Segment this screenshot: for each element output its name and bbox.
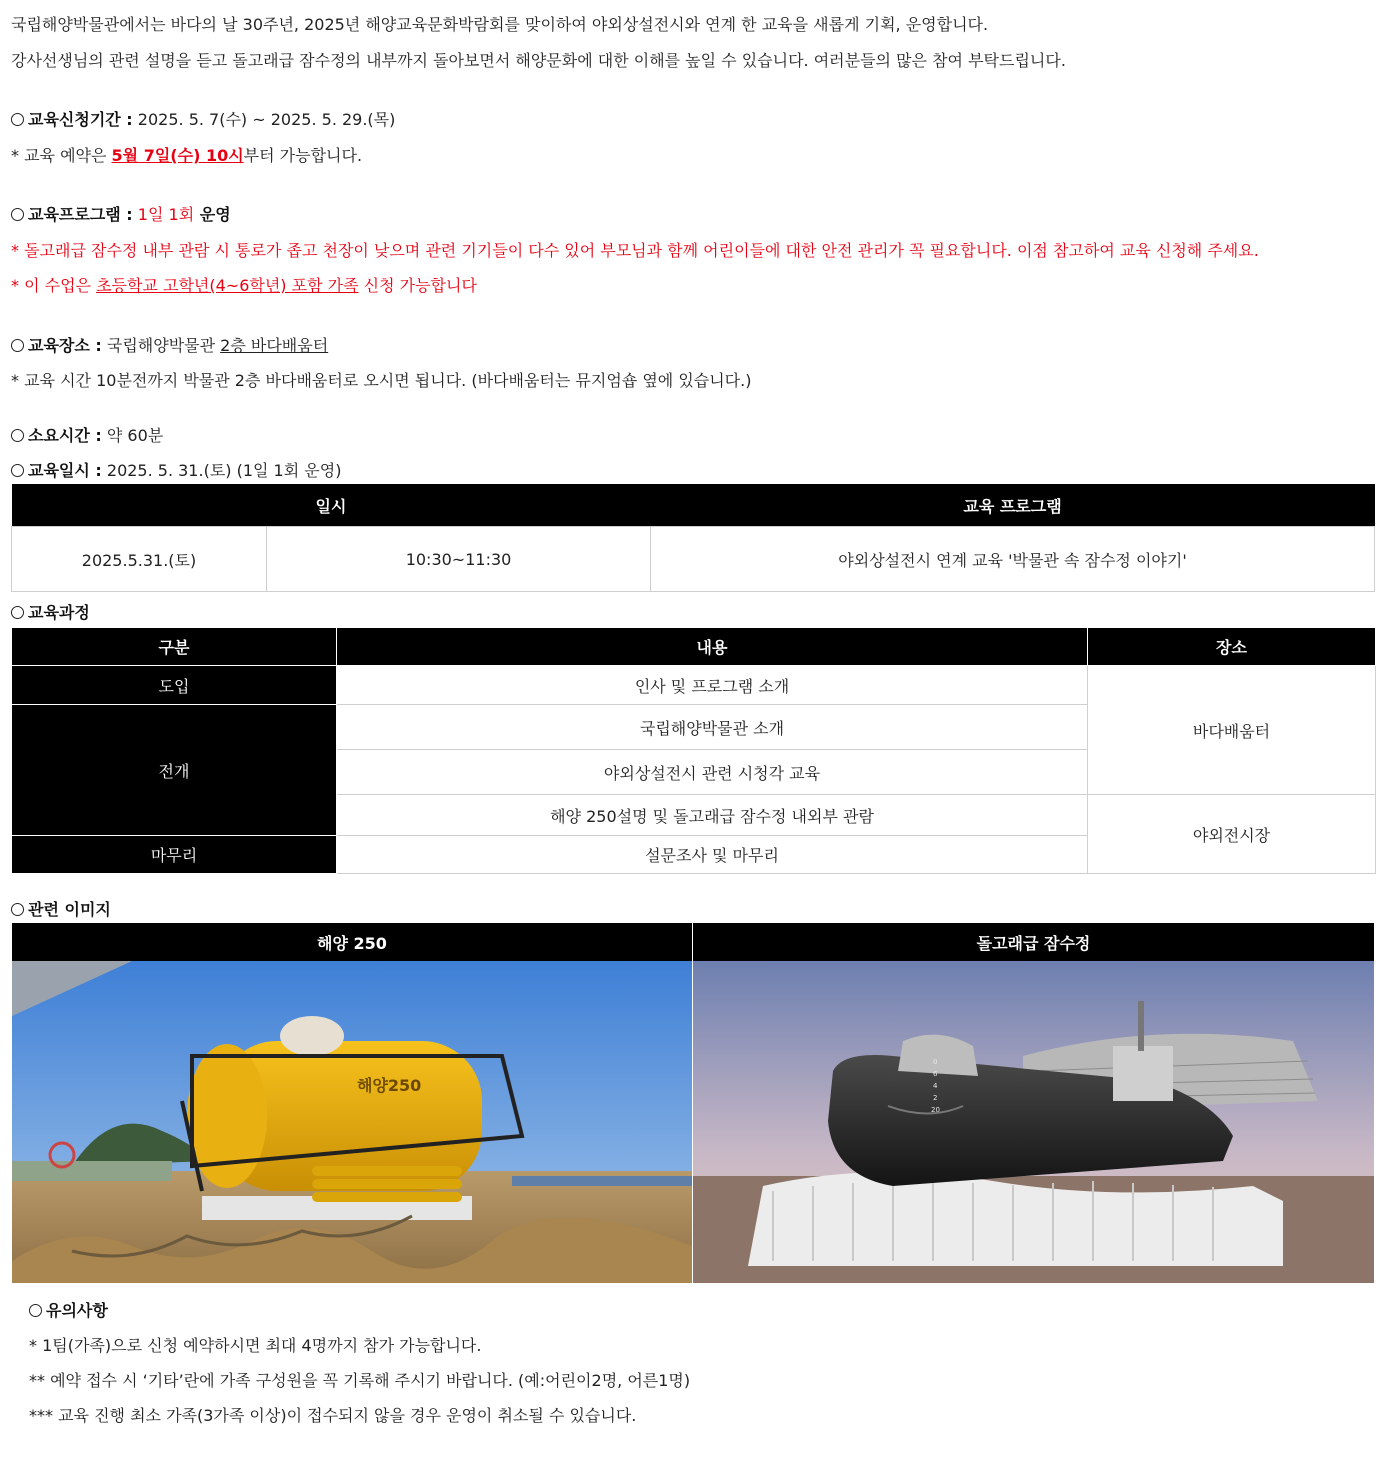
note-1: * 1팀(가족)으로 신청 예약하시면 최대 4명까지 참가 가능합니다. [29,1336,482,1355]
duration-line [11,425,163,447]
program-label: 교육프로그램 : [28,205,133,224]
apply-note [11,145,362,167]
place-value-pre: 국립해양박물관 [101,336,221,355]
course-content-5: 설문조사 및 마무리 [337,836,1088,874]
schedule-date: 2025.5.31.(토) [12,527,267,592]
course-header-category: 구분 [12,628,337,666]
schedule-header-program: 교육 프로그램 [651,484,1375,527]
warning-2-underlined: 초등학교 고학년(4~6학년) 포함 가족 [96,276,359,295]
circle-bullet-icon [11,606,24,619]
apply-period [11,109,395,131]
course-title [11,602,90,624]
circle-bullet-icon [11,339,24,352]
circle-bullet-icon [11,113,24,126]
apply-period-value: 2025. 5. 7(수) ~ 2025. 5. 29.(목) [132,110,396,129]
hull-digit: 6 [933,1070,938,1078]
program-value-post: 운영 [194,205,231,224]
sub-label: 해양250 [357,1076,422,1095]
course-content-4: 해양 250설명 및 돌고래급 잠수정 내외부 관람 [337,795,1088,836]
course-stage-closing: 마무리 [12,836,337,874]
hull-digit: 2 [933,1094,938,1102]
program-warning-2 [11,275,477,297]
duration-label: 소요시간 : [28,426,102,445]
warning-2-post: 신청 가능합니다 [358,276,477,295]
course-table [11,627,1376,874]
notes-title [29,1300,108,1322]
duration-value: 약 60분 [101,426,164,445]
intro-paragraph-1: 국립해양박물관에서는 바다의 날 30주년, 2025년 해양교육문화박람회를 맞이하여 야외상설전시와 연계 한 교육을 새롭게 기획, 운영합니다. [11,15,989,34]
place-note: * 교육 시간 10분전까지 박물관 2층 바다배움터로 오시면 됩니다. (바다배움터는 뮤지엄숍 옆에 있습니다.) [11,371,752,390]
course-header-content: 내용 [337,628,1088,666]
hull-digit: 0 [933,1058,938,1066]
intro-paragraph-2: 강사선생님의 관련 설명을 듣고 돌고래급 잠수정의 내부까지 돌아보면서 해양문화에 대한 이해를 높일 수 있습니다. 여러분들의 많은 참여 부탁드립니다. [11,51,1066,70]
course-content-3: 야외상설전시 관련 시청각 교육 [337,750,1088,795]
course-stage-develop: 전개 [12,705,337,836]
circle-bullet-icon [11,429,24,442]
note-2: ** 예약 접수 시 ‘기타’란에 가족 구성원을 꼭 기록해 주시기 바랍니다. (예:어린이2명, 어른1명) [29,1371,691,1390]
dolphin-submarine-illustration [693,961,1374,1283]
date-label: 교육일시 : [28,461,102,480]
schedule-header-datetime: 일시 [12,484,651,527]
images-title-text: 관련 이미지 [28,900,111,919]
schedule-table [11,484,1375,592]
haeyang250-illustration [12,961,692,1283]
program-line [11,204,231,226]
program-value-red: 1일 1회 [132,205,195,224]
apply-period-label: 교육신청기간 : [28,110,133,129]
place-label: 교육장소 : [28,336,102,355]
course-place-1: 바다배움터 [1088,666,1376,795]
course-stage-intro: 도입 [12,666,337,705]
hull-digit: 20 [931,1106,940,1114]
course-header-place: 장소 [1088,628,1376,666]
images-title [11,899,111,921]
circle-bullet-icon [11,903,24,916]
photo-haeyang250 [12,961,692,1283]
schedule-time: 10:30~11:30 [267,527,651,592]
photo-dolphin-submarine [693,961,1374,1283]
date-line [11,460,341,482]
table-row [12,527,1375,592]
warning-2-pre: * 이 수업은 [11,276,97,295]
course-content-1: 인사 및 프로그램 소개 [337,666,1088,705]
program-warning-1: * 돌고래급 잠수정 내부 관람 시 통로가 좁고 천장이 낮으며 관련 기기들이 다수 있어 부모님과 함께 어린이들에 대한 안전 관리가 꼭 필요합니다. 이점 참고하여 교육 신청해 주세요. [11,241,1259,260]
circle-bullet-icon [29,1304,42,1317]
image-title-haeyang250: 해양 250 [12,923,692,961]
place-value-underlined: 2층 바다배움터 [220,336,329,355]
apply-note-highlight: 5월 7일(수) 10시 [111,146,244,165]
schedule-program: 야외상설전시 연계 교육 '박물관 속 잠수정 이야기' [651,527,1375,592]
apply-note-post: 부터 가능합니다. [243,146,363,165]
apply-note-pre: * 교육 예약은 [11,146,112,165]
image-title-dolphin-sub: 돌고래급 잠수정 [693,923,1374,961]
circle-bullet-icon [11,464,24,477]
date-value: 2025. 5. 31.(토) (1일 1회 운영) [101,461,342,480]
course-title-text: 교육과정 [28,603,90,622]
place-line [11,335,328,357]
course-content-2: 국립해양박물관 소개 [337,705,1088,750]
table-row [12,666,1376,705]
hull-digit: 4 [933,1082,938,1090]
circle-bullet-icon [11,208,24,221]
notes-title-text: 유의사항 [46,1301,108,1320]
note-3: *** 교육 진행 최소 가족(3가족 이상)이 접수되지 않을 경우 운영이 취소될 수 있습니다. [29,1406,637,1425]
course-place-2: 야외전시장 [1088,795,1376,874]
